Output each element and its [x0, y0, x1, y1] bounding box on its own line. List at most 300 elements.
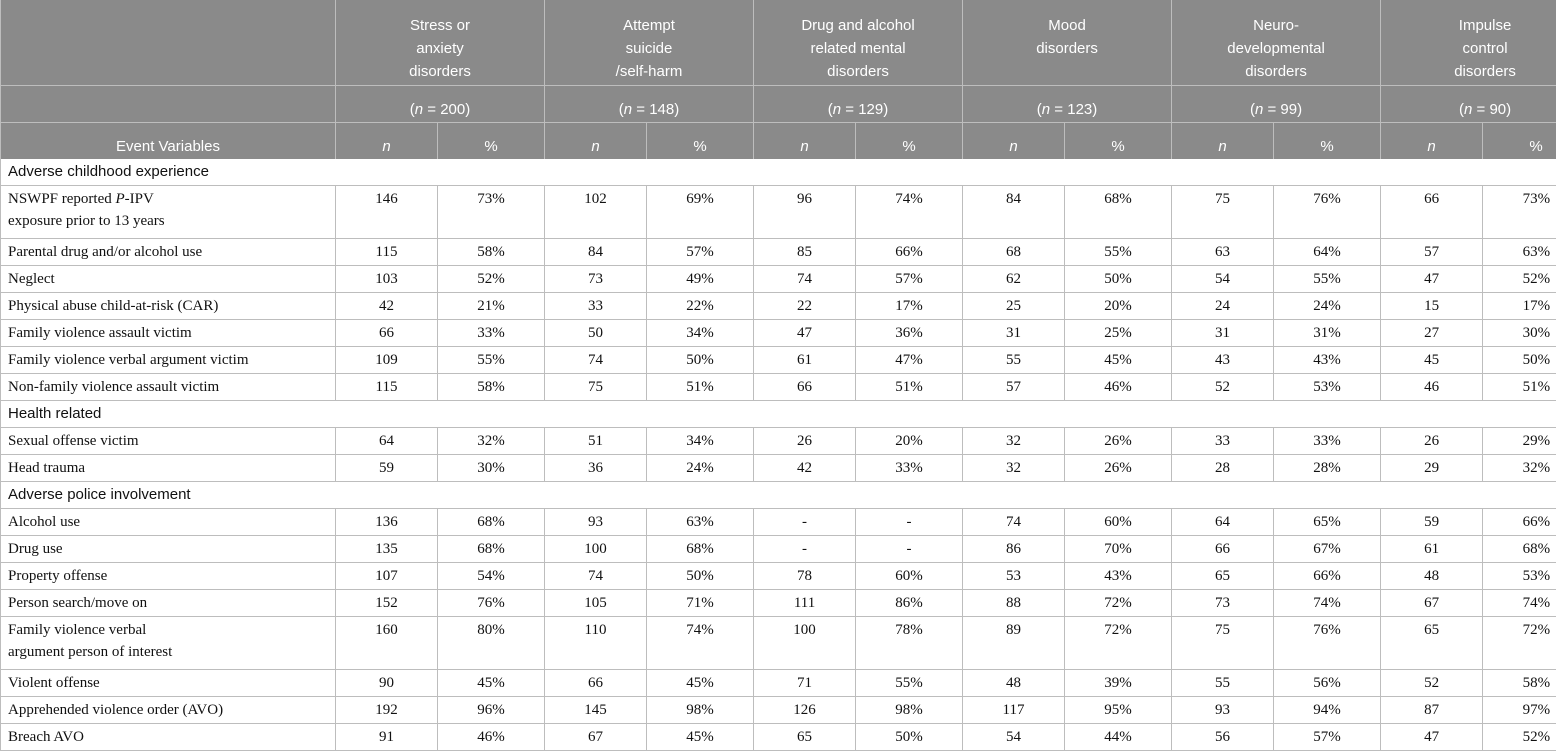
table-row: [1, 617, 1556, 670]
percent-cell: 58%: [438, 374, 545, 401]
section-title: Health related: [1, 401, 1556, 428]
column-group-title-line: disorders: [1036, 40, 1098, 57]
column-group-title-line: developmental: [1227, 40, 1325, 57]
table-row: [1, 186, 1556, 239]
percent-cell: 95%: [1065, 697, 1172, 724]
percent-cell: 66%: [1483, 509, 1556, 536]
count-cell: 73: [1172, 590, 1274, 617]
column-group-title-line: disorders: [827, 63, 889, 80]
count-cell: 47: [1381, 266, 1483, 293]
count-cell: 111: [754, 590, 856, 617]
count-cell: 66: [1172, 536, 1274, 563]
percent-cell: 80%: [438, 617, 545, 670]
count-cell: 75: [1172, 186, 1274, 239]
percent-cell: 34%: [647, 428, 754, 455]
label-line: Non-family violence assault victim: [8, 379, 220, 395]
percent-cell: 98%: [856, 697, 963, 724]
percent-cell: 49%: [647, 266, 754, 293]
count-cell: 55: [1172, 670, 1274, 697]
count-cell: 55: [963, 347, 1065, 374]
percent-cell: -: [856, 509, 963, 536]
percent-cell: 39%: [1065, 670, 1172, 697]
column-group-title: [1172, 0, 1381, 85]
count-cell: 43: [1172, 347, 1274, 374]
count-cell: 91: [336, 724, 438, 751]
count-cell: 32: [963, 428, 1065, 455]
column-group-title-line: Impulse: [1458, 17, 1512, 34]
count-cell: 52: [1172, 374, 1274, 401]
sample-size-variable: n: [1464, 100, 1473, 118]
label-line: Family violence assault victim: [8, 325, 192, 341]
label-line: Neglect: [8, 271, 55, 287]
sample-size-variable: n: [1041, 100, 1051, 118]
column-group-title-line: disorders: [409, 63, 471, 80]
column-group-title-line: /self-harm: [615, 63, 683, 80]
sample-size-value: = 148): [632, 100, 680, 118]
column-group-title-line: related mental: [810, 40, 906, 57]
percent-cell: 30%: [438, 455, 545, 482]
count-cell: 26: [1381, 428, 1483, 455]
count-cell: 54: [963, 724, 1065, 751]
count-cell: 88: [963, 590, 1065, 617]
event-variable-label: [1, 536, 336, 563]
label-line: Alcohol use: [8, 514, 81, 530]
percent-cell: 55%: [1065, 239, 1172, 266]
count-cell: 66: [754, 374, 856, 401]
n-column-header: n: [336, 122, 438, 159]
percent-cell: 52%: [1483, 724, 1556, 751]
event-variable-label: [1, 320, 336, 347]
percent-cell: 55%: [856, 670, 963, 697]
label-part: NSWPF reported: [8, 191, 116, 207]
column-group-title-line: Drug and alcohol: [801, 17, 915, 34]
sample-size-label: [963, 85, 1172, 122]
sample-size-label: [1172, 85, 1381, 122]
count-cell: 74: [963, 509, 1065, 536]
event-variable-label: [1, 347, 336, 374]
column-group-title-line: Attempt: [623, 17, 675, 34]
percent-cell: 44%: [1065, 724, 1172, 751]
percent-cell: -: [856, 536, 963, 563]
percent-column-header: %: [856, 122, 963, 159]
percent-cell: 64%: [1274, 239, 1381, 266]
label-line: Property offense: [8, 568, 108, 584]
label-line: Apprehended violence order (AVO): [8, 702, 224, 718]
event-variable-label: [1, 509, 336, 536]
count-cell: 61: [1381, 536, 1483, 563]
sample-size-open: (: [1459, 100, 1464, 118]
percent-column-header: %: [647, 122, 754, 159]
column-group-title-line: disorders: [1245, 63, 1307, 80]
percent-cell: 58%: [1483, 670, 1556, 697]
count-cell: 15: [1381, 293, 1483, 320]
count-cell: 22: [754, 293, 856, 320]
sample-size-open: (: [1249, 100, 1255, 118]
percent-cell: 36%: [856, 320, 963, 347]
percent-cell: 24%: [1274, 293, 1381, 320]
percent-cell: 28%: [1274, 455, 1381, 482]
count-cell: 57: [1381, 239, 1483, 266]
count-cell: 64: [1172, 509, 1274, 536]
percent-column-header: %: [1065, 122, 1172, 159]
percent-cell: 96%: [438, 697, 545, 724]
percent-cell: 34%: [647, 320, 754, 347]
sample-size-label: [545, 85, 754, 122]
count-cell: 42: [336, 293, 438, 320]
sample-size-label: [754, 85, 963, 122]
n-column-header: n: [963, 122, 1065, 159]
percent-cell: 46%: [438, 724, 545, 751]
percent-cell: 32%: [438, 428, 545, 455]
count-cell: 33: [545, 293, 647, 320]
percent-cell: 26%: [1065, 428, 1172, 455]
column-group-title: [545, 0, 754, 85]
count-cell: 33: [1172, 428, 1274, 455]
table-row: [1, 293, 1556, 320]
percent-cell: 76%: [438, 590, 545, 617]
percent-cell: 63%: [1483, 239, 1556, 266]
count-cell: 25: [963, 293, 1065, 320]
count-cell: 67: [545, 724, 647, 751]
count-cell: 59: [1381, 509, 1483, 536]
table-row: [1, 239, 1556, 266]
percent-cell: 66%: [856, 239, 963, 266]
label-line: Physical abuse child-at-risk (CAR): [8, 298, 219, 314]
section-header-row: [1, 482, 1556, 509]
count-cell: 51: [545, 428, 647, 455]
percent-column-header: %: [438, 122, 545, 159]
count-cell: 68: [963, 239, 1065, 266]
event-variable-label: [1, 617, 336, 670]
percent-cell: 22%: [647, 293, 754, 320]
percent-cell: 51%: [1483, 374, 1556, 401]
count-cell: 26: [754, 428, 856, 455]
percent-cell: 74%: [856, 186, 963, 239]
sample-size-value: = 200): [423, 100, 471, 118]
count-cell: 93: [545, 509, 647, 536]
count-cell: 62: [963, 266, 1065, 293]
count-cell: -: [754, 509, 856, 536]
percent-column-header: %: [1274, 122, 1381, 159]
count-cell: 136: [336, 509, 438, 536]
count-cell: 192: [336, 697, 438, 724]
count-cell: 65: [1381, 617, 1483, 670]
count-cell: 73: [545, 266, 647, 293]
label-line: Head trauma: [8, 460, 86, 476]
percent-cell: 60%: [856, 563, 963, 590]
percent-cell: 53%: [1274, 374, 1381, 401]
column-group-title-line: disorders: [1454, 63, 1516, 80]
column-group-title-line: Mood: [1048, 17, 1086, 34]
event-variable-label: [1, 697, 336, 724]
sample-size-open: (: [409, 100, 415, 118]
percent-cell: 45%: [1065, 347, 1172, 374]
count-cell: 74: [545, 347, 647, 374]
count-cell: 107: [336, 563, 438, 590]
header-row-columns: [1, 122, 1556, 159]
percent-cell: 66%: [1274, 563, 1381, 590]
event-variable-label: [1, 455, 336, 482]
percent-cell: 69%: [647, 186, 754, 239]
percent-cell: 58%: [438, 239, 545, 266]
section-header-row: [1, 159, 1556, 186]
label-line-2: exposure prior to 13 years: [8, 213, 165, 229]
n-column-header: n: [1381, 122, 1483, 159]
count-cell: 109: [336, 347, 438, 374]
table-row: [1, 320, 1556, 347]
column-group-title-line: Neuro-: [1253, 17, 1299, 34]
event-variable-label: [1, 293, 336, 320]
percent-cell: 73%: [438, 186, 545, 239]
percent-cell: 74%: [1274, 590, 1381, 617]
count-cell: 93: [1172, 697, 1274, 724]
sample-size-open: (: [827, 100, 833, 118]
count-cell: 110: [545, 617, 647, 670]
count-cell: 59: [336, 455, 438, 482]
column-group-title: [963, 0, 1172, 85]
header-empty-cell: [1, 85, 336, 122]
percent-cell: 68%: [438, 536, 545, 563]
percent-cell: 74%: [647, 617, 754, 670]
count-cell: 74: [545, 563, 647, 590]
count-cell: 100: [754, 617, 856, 670]
event-variables-header: Event Variables: [1, 122, 336, 159]
sample-size-label: [1381, 85, 1556, 122]
sample-size-variable: n: [1254, 100, 1264, 118]
table-row: [1, 455, 1556, 482]
n-column-header: n: [1172, 122, 1274, 159]
count-cell: 66: [545, 670, 647, 697]
percent-cell: 94%: [1274, 697, 1381, 724]
count-cell: 100: [545, 536, 647, 563]
n-column-header: n: [545, 122, 647, 159]
percent-cell: 50%: [1483, 347, 1556, 374]
percent-cell: 63%: [647, 509, 754, 536]
count-cell: 47: [754, 320, 856, 347]
count-cell: 61: [754, 347, 856, 374]
percent-cell: 25%: [1065, 320, 1172, 347]
n-column-header: n: [754, 122, 856, 159]
count-cell: 54: [1172, 266, 1274, 293]
count-cell: 146: [336, 186, 438, 239]
percent-cell: 72%: [1065, 617, 1172, 670]
event-variable-label: [1, 374, 336, 401]
count-cell: 65: [1172, 563, 1274, 590]
sample-size-value: = 123): [1050, 100, 1098, 118]
percent-cell: 33%: [438, 320, 545, 347]
percent-cell: 78%: [856, 617, 963, 670]
percent-cell: 43%: [1065, 563, 1172, 590]
column-group-title-line: suicide: [625, 40, 673, 57]
percent-column-header: %: [1483, 122, 1556, 159]
percent-cell: 71%: [647, 590, 754, 617]
count-cell: 105: [545, 590, 647, 617]
sample-size-open: (: [1036, 100, 1042, 118]
percent-cell: 74%: [1483, 590, 1556, 617]
percent-cell: 51%: [856, 374, 963, 401]
label-line-2: argument person of interest: [8, 644, 173, 660]
table-row: [1, 697, 1556, 724]
sample-size-value: = 129): [841, 100, 889, 118]
table-row: [1, 670, 1556, 697]
percent-cell: 29%: [1483, 428, 1556, 455]
count-cell: 78: [754, 563, 856, 590]
count-cell: 84: [963, 186, 1065, 239]
count-cell: 28: [1172, 455, 1274, 482]
header-row-sample-sizes: [1, 85, 1556, 122]
column-group-title: [754, 0, 963, 85]
event-variable-label: [1, 563, 336, 590]
event-variable-label: [1, 186, 336, 239]
percent-cell: 57%: [647, 239, 754, 266]
percent-cell: 76%: [1274, 186, 1381, 239]
count-cell: 126: [754, 697, 856, 724]
sample-size-variable: n: [414, 100, 424, 118]
percent-cell: 56%: [1274, 670, 1381, 697]
sample-size-open: (: [618, 100, 624, 118]
percent-cell: 68%: [1065, 186, 1172, 239]
count-cell: 66: [336, 320, 438, 347]
event-variable-label: [1, 724, 336, 751]
count-cell: 84: [545, 239, 647, 266]
count-cell: 66: [1381, 186, 1483, 239]
percent-cell: 76%: [1274, 617, 1381, 670]
percent-cell: 20%: [856, 428, 963, 455]
count-cell: 103: [336, 266, 438, 293]
table-row: [1, 347, 1556, 374]
count-cell: 96: [754, 186, 856, 239]
label-line: Family violence verbal: [8, 622, 147, 638]
label-part: -IPV: [124, 191, 154, 207]
count-cell: 50: [545, 320, 647, 347]
percent-cell: 26%: [1065, 455, 1172, 482]
count-cell: 71: [754, 670, 856, 697]
table-header: [1, 0, 1556, 159]
label-line: Breach AVO: [8, 729, 84, 745]
percent-cell: 97%: [1483, 697, 1556, 724]
percent-cell: 50%: [647, 563, 754, 590]
percent-cell: 20%: [1065, 293, 1172, 320]
event-variable-label: [1, 266, 336, 293]
percent-cell: 17%: [856, 293, 963, 320]
count-cell: 145: [545, 697, 647, 724]
count-cell: 48: [1381, 563, 1483, 590]
percent-cell: 68%: [1483, 536, 1556, 563]
count-cell: 57: [963, 374, 1065, 401]
percent-cell: 50%: [647, 347, 754, 374]
percent-cell: 52%: [1483, 266, 1556, 293]
count-cell: 47: [1381, 724, 1483, 751]
percent-cell: 68%: [647, 536, 754, 563]
percent-cell: 55%: [438, 347, 545, 374]
percent-cell: 50%: [856, 724, 963, 751]
count-cell: 67: [1381, 590, 1483, 617]
percent-cell: 70%: [1065, 536, 1172, 563]
table-row: [1, 590, 1556, 617]
sample-size-value: = 90): [1472, 100, 1512, 118]
count-cell: 48: [963, 670, 1065, 697]
percent-cell: 45%: [647, 724, 754, 751]
column-group-title-line: control: [1462, 40, 1508, 57]
count-cell: 29: [1381, 455, 1483, 482]
percent-cell: 52%: [438, 266, 545, 293]
percent-cell: 60%: [1065, 509, 1172, 536]
table-body: [1, 159, 1556, 751]
count-cell: 52: [1381, 670, 1483, 697]
event-variable-label: [1, 239, 336, 266]
count-cell: 65: [754, 724, 856, 751]
count-cell: 53: [963, 563, 1065, 590]
percent-cell: 32%: [1483, 455, 1556, 482]
table-row: [1, 428, 1556, 455]
count-cell: 117: [963, 697, 1065, 724]
percent-cell: 47%: [856, 347, 963, 374]
percent-cell: 73%: [1483, 186, 1556, 239]
sample-size-label: [336, 85, 545, 122]
count-cell: 87: [1381, 697, 1483, 724]
column-group-title-line: Stress or: [410, 17, 471, 34]
count-cell: 86: [963, 536, 1065, 563]
event-variable-label: [1, 670, 336, 697]
percent-cell: 24%: [647, 455, 754, 482]
count-cell: 160: [336, 617, 438, 670]
percent-cell: 46%: [1065, 374, 1172, 401]
percent-cell: 50%: [1065, 266, 1172, 293]
percent-cell: 57%: [856, 266, 963, 293]
column-group-title: [336, 0, 545, 85]
percent-cell: 51%: [647, 374, 754, 401]
count-cell: 75: [545, 374, 647, 401]
count-cell: 31: [1172, 320, 1274, 347]
count-cell: 46: [1381, 374, 1483, 401]
percent-cell: 21%: [438, 293, 545, 320]
count-cell: 56: [1172, 724, 1274, 751]
percent-cell: 55%: [1274, 266, 1381, 293]
percent-cell: 45%: [647, 670, 754, 697]
percent-cell: 54%: [438, 563, 545, 590]
count-cell: 27: [1381, 320, 1483, 347]
percent-cell: 31%: [1274, 320, 1381, 347]
percent-cell: 33%: [1274, 428, 1381, 455]
label-line: Violent offense: [8, 675, 100, 691]
count-cell: 115: [336, 239, 438, 266]
percent-cell: 65%: [1274, 509, 1381, 536]
count-cell: 36: [545, 455, 647, 482]
percent-cell: 43%: [1274, 347, 1381, 374]
count-cell: 135: [336, 536, 438, 563]
label-line: Family violence verbal argument victim: [8, 352, 249, 368]
count-cell: 42: [754, 455, 856, 482]
percent-cell: 30%: [1483, 320, 1556, 347]
label-line: Drug use: [8, 541, 63, 557]
column-group-title: [1381, 0, 1556, 85]
sample-size-variable: n: [623, 100, 633, 118]
percent-cell: 72%: [1483, 617, 1556, 670]
percent-cell: 53%: [1483, 563, 1556, 590]
table-row: [1, 509, 1556, 536]
percent-cell: 45%: [438, 670, 545, 697]
count-cell: -: [754, 536, 856, 563]
label-line: Sexual offense victim: [8, 433, 139, 449]
percent-cell: 33%: [856, 455, 963, 482]
table-row: [1, 374, 1556, 401]
percent-cell: 98%: [647, 697, 754, 724]
section-title: Adverse police involvement: [1, 482, 1556, 509]
sample-size-variable: n: [832, 100, 842, 118]
section-header-row: [1, 401, 1556, 428]
header-row-titles: [1, 0, 1556, 85]
count-cell: 63: [1172, 239, 1274, 266]
